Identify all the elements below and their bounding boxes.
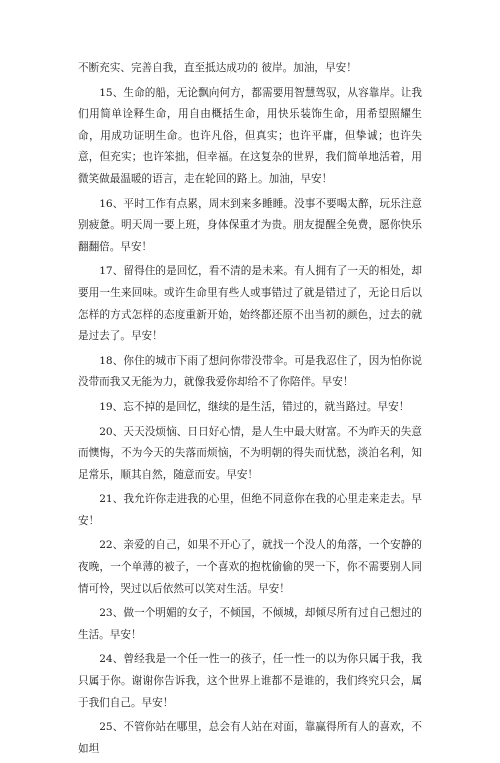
paragraph-17: 17、留得住的是回忆，看不清的是未来。有人拥有了一天的相处，却要用一生来回味。或许生命里有些人或事错过了就是错过了，无论日后以怎样的方式怎样的态度重新开始，始终都还原不出当初的颜色，过去的就是过去了。早安！	[78, 265, 422, 343]
paragraph-21: 21、我允许你走进我的心里，但绝不同意你在我的心里走来走去。早安！	[78, 493, 422, 527]
paragraph-16: 16、平时工作有点累，周末到来多睡睡。没事不要喝太醉，玩乐注意别疲惫。明天周一要上班，身体保重才为贵。朋友提醒全免费，愿你快乐翻翻倍。早安！	[78, 197, 422, 253]
paragraph-23: 23、做一个明媚的女子，不倾国，不倾城，却倾尽所有过自己想过的生活。早安！	[78, 607, 422, 641]
paragraph-22: 22、亲爱的自己，如果不开心了，就找一个没人的角落，一个安静的夜晚，一个单薄的被子，一个喜欢的抱枕偷偷的哭一下，你不需要别人同情可怜，哭过以后依然可以笑对生活。早安！	[78, 539, 422, 595]
paragraph-24: 24、曾经我是一个任一性一的孩子，任一性一的以为你只属于我，我只属于你。谢谢你告诉我，这个世界上谁都不是谁的，我们终究只会，属于我们自己。早安！	[78, 653, 422, 709]
paragraph-25: 25、不管你站在哪里，总会有人站在对面，靠赢得所有人的喜欢，不如坦	[78, 721, 422, 755]
paragraph-14-continuation: 不断充实、完善自我，直至抵达成功的 彼岸。加油，早安！	[78, 62, 357, 74]
paragraph-18: 18、你住的城市下雨了想问你带没带伞。可是我忍住了，因为怕你说没带而我又无能为力，就像我爱你却给不了你陪伴。早安！	[78, 354, 422, 389]
document-body	[78, 58, 422, 763]
paragraph-19: 19、忘不掉的是回忆，继续的是生活，错过的，就当路过。早安！	[99, 400, 410, 413]
paragraph-15: 15、生命的船，无论飘向何方，都需要用智慧驾驭，从容靠岸。让我们用简单诠释生命，用自由概括生命，用快乐装饰生命，用希望照耀生命，用成功证明生命。也许凡俗，但真实；也许平庸，但挚诚；也许失意，但充实；也许笨拙，但幸福。在这复杂的世界，我们简单地活着，用微笑做最温暖的语言，走在轮回的路上。加油，早安！	[78, 86, 422, 185]
paragraph-20: 20、天天没烦恼、日日好心情，是人生中最大财富。不为昨天的失意而懊悔，不为今天的失落而烦恼，不为明朝的得失而忧愁，淡泊名利，知足常乐，顺其自然，随意而安。早安！	[78, 425, 422, 481]
